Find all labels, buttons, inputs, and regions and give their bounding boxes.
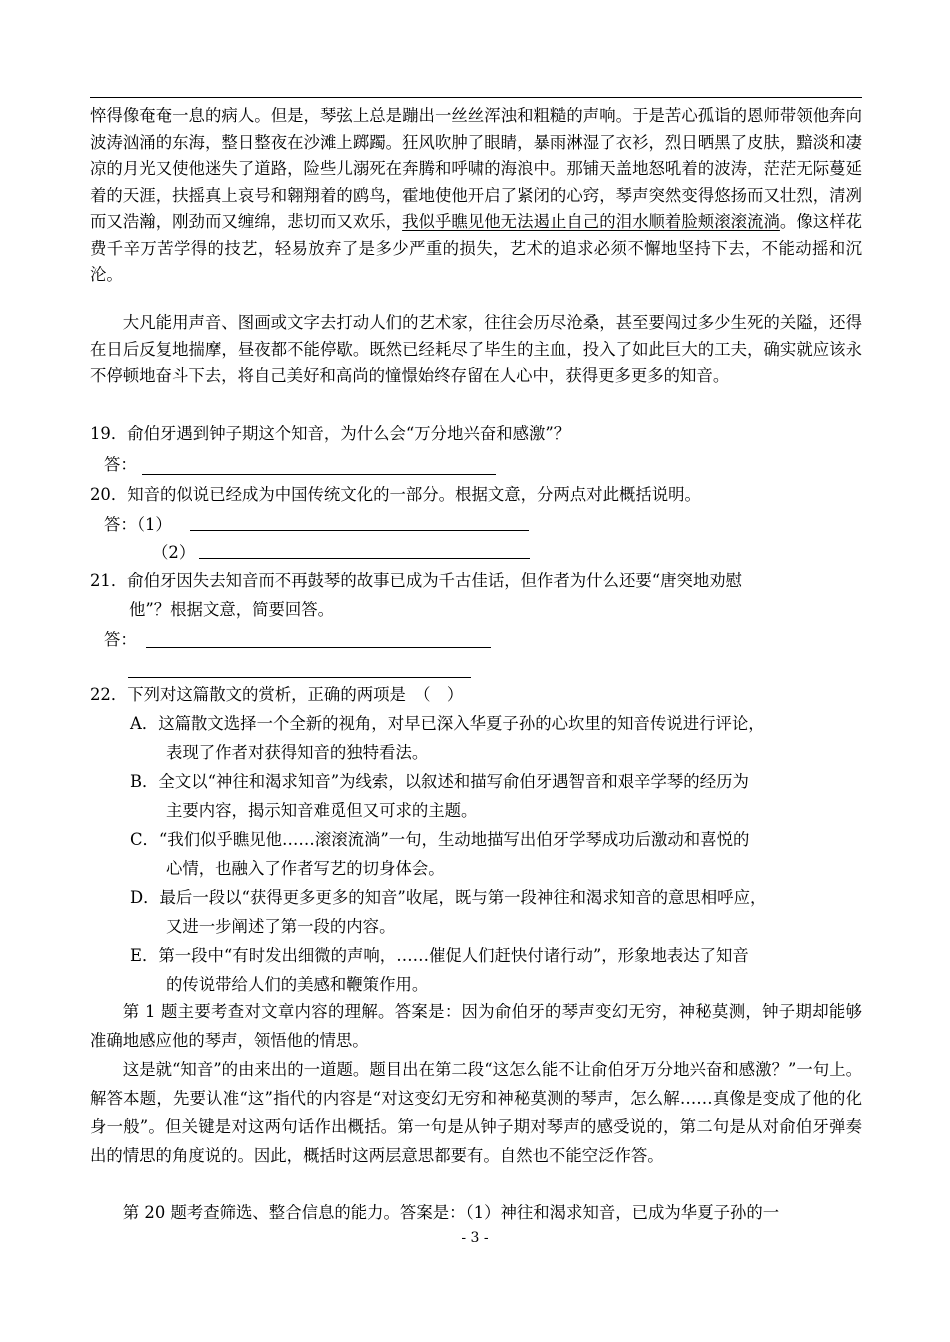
option-e[interactable]: E．第一段中“有时发出细微的声响，……催促人们赶快付诸行动”，形象地表达了知音 的传说带给人们的美感和鞭策作用。 bbox=[130, 946, 749, 994]
answer-label: 答：（1） bbox=[104, 515, 172, 534]
question-21-continued: 他”？根据文意，简要回答。 bbox=[129, 600, 335, 619]
passage-paragraph-1 bbox=[90, 103, 862, 289]
header-rule bbox=[90, 97, 862, 98]
question-19: 19．俞伯牙遇到钟子期这个知音，为什么会“万分地兴奋和感激”？ bbox=[90, 424, 571, 443]
answer-blank[interactable] bbox=[142, 474, 496, 475]
passage-paragraph-2: 大凡能用声音、图画或文字去打动人们的艺术家，往往会历尽沧桑，甚至要闯过多少生死的关隘，还得在日后反复地揣摩，昼夜都不能停歇。既然已经耗尽了毕生的主血，投入了如此巨大的工夫，确实就应该永不停顿地奋斗下去，将自己美好和高尚的憧憬始终存留在人心中，获得更多更多的知音。 bbox=[90, 313, 862, 385]
passage-text: 悴得像奄奄一息的病人。但是，琴弦上总是蹦出一丝丝浑浊和粗糙的声响。于是苦心孤诣的恩师带领他奔向波涛汹涌的东海，整日整夜在沙滩上踯躅。狂风吹肿了眼睛，暴雨淋湿了衣衫，烈日晒黑了皮肤，黯淡和凄凉的月光又使他迷失了道路，险些儿溺死在奔腾和呼啸的海浪中。那铺天盖地怒吼着的波涛，茫茫无际蔓延着的天涯，扶摇真上哀号和翱翔着的鸥鸟，霍地使他开启了紧闭的心窍，琴声突然变得悠扬而又壮烈，清冽而又浩瀚，刚劲而又缠绵，悲切而又欢乐， bbox=[90, 106, 862, 231]
option-c[interactable]: C．“我们似乎瞧见他……滚滚流淌”一句，生动地描写出伯牙学琴成功后激动和喜悦的 心情，也融入了作者写艺的切身体会。 bbox=[130, 830, 750, 878]
answer-label: 答： bbox=[104, 630, 137, 649]
analysis-paragraph-2: 这是就“知音”的由来出的一道题。题目出在第二段“这怎么能不让俞伯牙万分地兴奋和感激？”一句上。解答本题，先要认准“这”指代的内容是“对这变幻无穷和神秘莫测的琴声，怎么解……真像是变成了他的化身一般”。但关键是对这两句话作出概括。第一句是从钟子期对琴声的感受说的，第二句是从对俞伯牙弹奏出的情思的角度说的。因此，概括时这两层意思都要有。自然也不能空泛作答。 bbox=[90, 1060, 862, 1165]
answer-blank[interactable] bbox=[128, 677, 471, 678]
answer-blank[interactable] bbox=[199, 558, 530, 559]
question-21: 21．俞伯牙因失去知音而不再鼓琴的故事已成为千古佳话，但作者为什么还要“唐突地劝慰 bbox=[90, 571, 743, 590]
answer-blank[interactable] bbox=[146, 647, 491, 648]
question-20: 20．知音的似说已经成为中国传统文化的一部分。根据文意，分两点对此概括说明。 bbox=[90, 485, 701, 504]
answer-label: 答： bbox=[104, 455, 137, 474]
page-number: - 3 - bbox=[461, 1230, 489, 1246]
option-d[interactable]: D．最后一段以“获得更多更多的知音”收尾，既与第一段神往和渴求知音的意思相呼应， 又进一步阐述了第一段的内容。 bbox=[130, 888, 767, 936]
passage-text: 。像这样花费千辛万苦学得的技艺，轻易放弃了是多少严重的损失，艺术的追求必须不懈地坚持下去，不能动摇和沉沦。 bbox=[90, 212, 863, 284]
analysis-paragraph-3: 第 20 题考查筛选、整合信息的能力。答案是：（1）神往和渴求知音，已成为华夏子孙的一 bbox=[122, 1203, 780, 1222]
analysis-paragraph-1: 第 1 题主要考查对文章内容的理解。答案是：因为俞伯牙的琴声变幻无穷，神秘莫测，钟子期却能够准确地感应他的琴声，领悟他的情思。 bbox=[90, 1002, 862, 1050]
option-b[interactable]: B．全文以“神往和渴求知音”为线索，以叙述和描写俞伯牙遇智音和艰辛学琴的经历为 主要内容，揭示知音难觅但又可求的主题。 bbox=[130, 772, 749, 820]
option-a[interactable]: A．这篇散文选择一个全新的视角，对早已深入华夏子孙的心坎里的知音传说进行评论， 表现了作者对获得知音的独特看法。 bbox=[130, 714, 765, 762]
answer-item-label: （2） bbox=[152, 543, 196, 562]
underlined-sentence: 我似乎瞧见他无法遏止自己的泪水顺着脸颊滚滚流淌 bbox=[402, 212, 780, 231]
question-22: 22．下列对这篇散文的赏析，正确的两项是 （ ） bbox=[90, 685, 464, 704]
answer-blank[interactable] bbox=[190, 530, 529, 531]
